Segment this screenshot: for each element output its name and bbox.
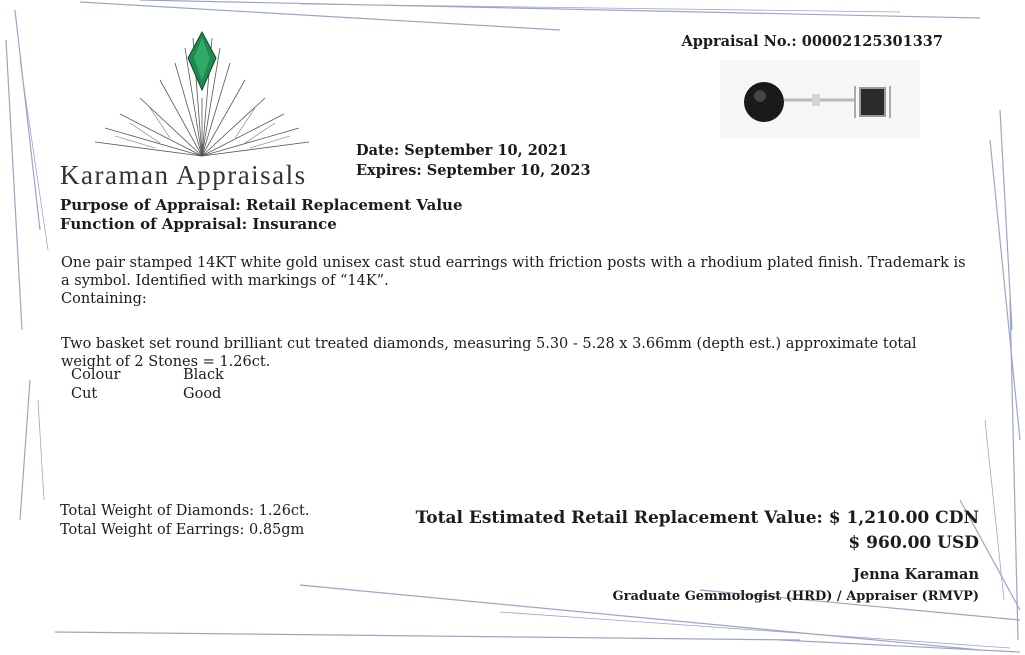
spec-row [71,385,224,404]
emerald-logo-icon [85,28,320,160]
date-block [356,141,591,181]
spec-label: Colour [71,367,121,383]
spec-value: Good [183,385,222,402]
appraisal-date: Date: September 10, 2021 [356,142,569,159]
signature-block [613,565,979,609]
diamond-weight: Total Weight of Diamonds: 1.26ct. [60,503,310,519]
function-line: Function of Appraisal: Insurance [60,215,337,233]
description-text: One pair stamped 14KT white gold unisex cast stud earrings with friction posts with a rhodium plated finish. Trademark is a symbol. Identified with markings of “14K”. [61,255,966,289]
appraiser-title: Graduate Gemmologist (HRD) / Appraiser (RMVP) [612,589,979,604]
stone-spec-table [71,366,224,403]
spec-row [71,366,224,385]
earring-photo-icon [720,60,920,138]
earring-weight: Total Weight of Earrings: 0.85gm [60,521,305,538]
weight-totals [60,502,309,539]
spec-label: Cut [71,385,98,402]
value-cdn: Total Estimated Retail Replacement Value: $ 1,210.00 CDN [415,508,979,528]
spec-value: Black [183,367,224,383]
containing-label: Containing: [61,291,147,307]
value-usd: $ 960.00 USD [848,533,979,553]
expiry-date: Expires: September 10, 2023 [356,162,591,179]
brand-name: Karaman Appraisals [60,160,307,190]
purpose-line: Purpose of Appraisal: Retail Replacement Value [60,196,463,214]
item-description [61,254,966,308]
stones-description: Two basket set round brilliant cut treated diamonds, measuring 5.30 - 5.28 x 3.66mm (depth est.) approximate total weight of 2 Stones = 1.26ct. [61,336,917,370]
replacement-value [416,506,979,556]
appraiser-name: Jenna Karaman [853,566,979,583]
appraisal-number: Appraisal No.: 00002125301337 [681,33,943,50]
purpose-block [60,196,463,234]
